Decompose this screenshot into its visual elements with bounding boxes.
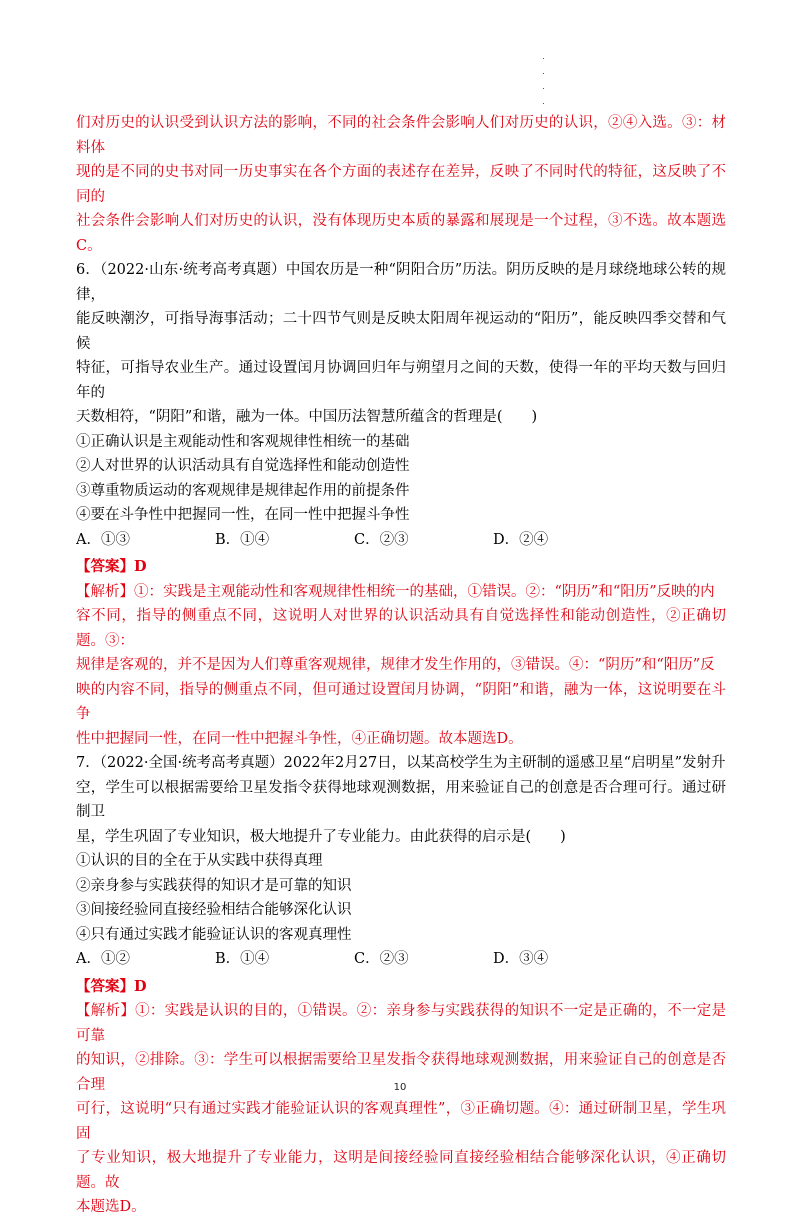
statement: ③间接经验同直接经验相结合能够深化认识 — [76, 902, 352, 918]
explain-line: 了专业知识，极大地提升了专业能力，这明是间接经验同直接经验相结合能够深化认识，④正确切题。故 — [76, 1150, 726, 1191]
option-d: D．③④ — [493, 951, 549, 967]
explain-line: 可行，这说明“只有通过实践才能验证认识的客观真理性”，③正确切题。④：通过研制卫星，学生巩固 — [76, 1101, 726, 1142]
option-a: A．①③ — [76, 531, 130, 548]
question-stem-line: 能反映潮汐，可指导海事活动；二十四节气则是反映太阳周年视运动的“阳历”，能反映四季交替和气候 — [76, 311, 726, 352]
statement: ③尊重物质运动的客观规律是规律起作用的前提条件 — [76, 482, 410, 499]
option-c: C．②③ — [354, 951, 409, 967]
statement: ④只有通过实践才能验证认识的客观真理性 — [76, 926, 352, 943]
option-b: B．①④ — [215, 531, 270, 548]
explain-line: 规律是客观的，并不是因为人们尊重客观规律，规律才发生作用的，③错误。④：“阴历”和“阳历”反 — [76, 657, 715, 673]
statement: ①认识的目的全在于从实践中获得真理 — [76, 853, 323, 869]
prev-explanation — [76, 111, 726, 258]
question-7 — [76, 751, 726, 1220]
explain-line: 性中把握同一性，在同一性中把握斗争性，④正确切题。故本题选D。 — [76, 730, 523, 747]
question-stem-line: 空，学生可以根据需要给卫星发指令获得地球观测数据，用来验证自己的创意是否合理可行。通过研制卫 — [76, 779, 726, 820]
option-c: C．②③ — [354, 531, 409, 548]
question-stem-line: 特征，可指导农业生产。通过设置闰月协调回归年与朔望月之间的天数，使得一年的平均天数与回归年的 — [76, 360, 726, 401]
page-content — [76, 111, 726, 1220]
explain-line: 们对历史的认识受到认识方法的影响，不同的社会条件会影响人们对历史的认识，②④入选。③：材料体 — [76, 115, 726, 156]
question-stem-line: 星，学生巩固了专业知识，极大地提升了专业能力。由此获得的启示是( ) — [76, 828, 566, 845]
explain-line: 容不同，指导的侧重点不同，这说明人对世界的认识活动具有自觉选择性和能动创造性，②正确切题。③： — [76, 608, 726, 649]
explain-line: 【解析】①：实践是主观能动性和客观规律性相统一的基础，①错误。②：“阴历”和“阳历”反映的内 — [76, 583, 715, 600]
answer-label: 【答案】D — [76, 977, 147, 995]
option-b: B．①④ — [215, 951, 270, 967]
question-stem-line: 天数相符，“阴阳”和谐，融为一体。中国历法智慧所蕴含的哲理是( ) — [76, 409, 538, 425]
option-d: D．②④ — [493, 531, 549, 548]
question-6 — [76, 258, 726, 751]
statement: ②人对世界的认识活动具有自觉选择性和能动创造性 — [76, 458, 410, 474]
options-row — [76, 528, 726, 553]
question-stem-line: 7．（2022·全国·统考高考真题）2022年2月27日，以某高校学生为主研制的遥感卫星“启明星”发射升 — [76, 755, 726, 771]
statement: ④要在斗争性中把握同一性，在同一性中把握斗争性 — [76, 507, 410, 523]
explain-line: 映的内容不同，指导的侧重点不同，但可通过设置闰月协调，“阴阳”和谐，融为一体，这说明要在斗争 — [76, 681, 726, 722]
option-a: A．①② — [76, 951, 130, 967]
explain-line: 现的是不同的史书对同一历史事实在各个方面的表述存在差异，反映了不同时代的特征，这反映了不同的 — [76, 164, 726, 205]
answer-label: 【答案】D — [76, 558, 147, 575]
explain-line: 本题选D。 — [76, 1199, 146, 1215]
statement: ②亲身参与实践获得的知识才是可靠的知识 — [76, 877, 352, 894]
page-number: 10 — [393, 1082, 407, 1093]
options-row — [76, 947, 726, 972]
question-stem-line: 6．（2022·山东·统考高考真题）中国农历是一种“阴阳合历”历法。阴历反映的是月球绕地球公转的规律， — [76, 262, 726, 303]
explain-line: 社会条件会影响人们对历史的认识，没有体现历史本质的暴露和展现是一个过程，③不选。故本题选C。 — [76, 213, 726, 254]
explain-line: 的知识，②排除。③：学生可以根据需要给卫星发指令获得地球观测数据，用来验证自己的创意是否合理 — [76, 1052, 726, 1093]
header-dots — [543, 58, 547, 118]
statement: ①正确认识是主观能动性和客观规律性相统一的基础 — [76, 433, 410, 450]
explain-line: 【解析】①：实践是认识的目的，①错误。②：亲身参与实践获得的知识不一定是正确的，不一定是可靠 — [76, 1003, 726, 1044]
